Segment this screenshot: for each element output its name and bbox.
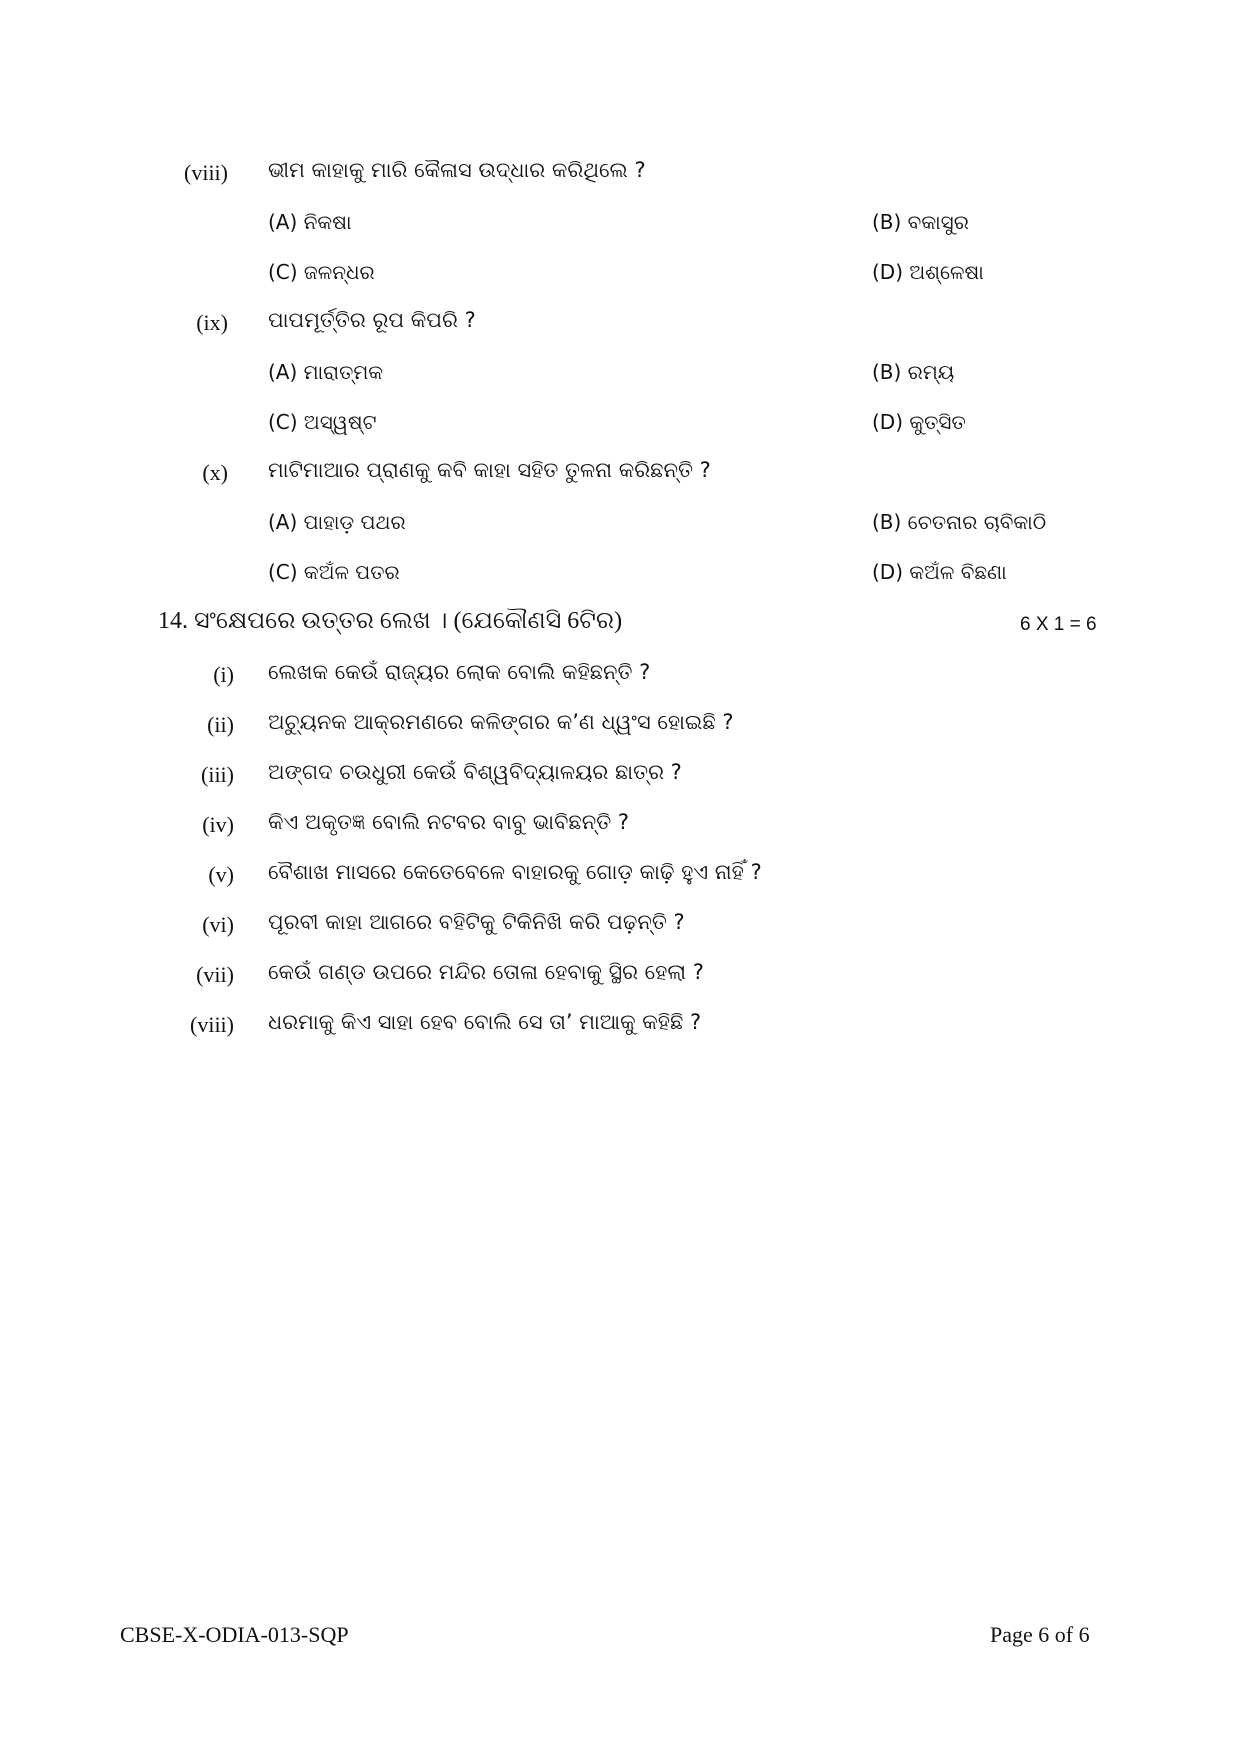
option-c: (C) କଅଁଳ ପତର — [268, 560, 400, 584]
question-number: (i) — [213, 662, 234, 687]
question-text: ଭୀମ କାହାକୁ ମାରି କୈଳାସ ଉଦ୍ଧାର କରିଥିଲେ ? — [268, 158, 646, 182]
option-a: (A) ନିକଷା — [268, 210, 352, 234]
question-text: ପାପମୂର୍ତ୍ତିର ରୂପ କିପରି ? — [268, 308, 476, 332]
option-a: (A) ମାରାତ୍ମକ — [268, 360, 384, 384]
option-c: (C) ଜଳନ୍ଧର — [268, 260, 375, 284]
option-d: (D) କୁତ୍ସିତ — [872, 410, 966, 434]
question-text: ମାଟିମାଆର ପ୍ରାଣକୁ କବି କାହା ସହିତ ତୁଳନା କରିଛନ୍ତି ? — [268, 458, 711, 482]
question-number: (ii) — [207, 712, 234, 737]
option-c: (C) ଅସ୍ୱଷ୍ଟ — [268, 410, 377, 434]
option-a: (A) ପାହାଡ଼ ପଥର — [268, 510, 406, 534]
question-text: କିଏ ଅକୃତଜ୍ଞ ବୋଲି ନଟବର ବାବୁ ଭାବିଛନ୍ତି ? — [268, 810, 629, 834]
question-number: (vi) — [202, 912, 234, 937]
option-d: (D) କଅଁଳ ବିଛଣା — [872, 560, 1007, 584]
option-b: (B) ରମ୍ୟ — [872, 360, 955, 384]
question-number: (x) — [202, 460, 228, 485]
section-heading: 14. ସଂକ୍ଷେପରେ ଉତ୍ତର ଲେଖ । (ଯେକୌଣସି 6ଟିର) — [158, 608, 623, 634]
question-number: (viii) — [190, 1012, 234, 1037]
footer-paper-code: CBSE-X-ODIA-013-SQP — [120, 1622, 349, 1647]
option-b: (B) ବକାସୁର — [872, 210, 969, 234]
question-number: (iii) — [201, 762, 234, 787]
question-number: (vii) — [196, 962, 234, 987]
question-text: ଅଚ୍ୟୁନକ ଆକ୍ରମଣରେ କଳିଙ୍ଗର କ’ଣ ଧ୍ୱଂସ ହୋଇଛି ? — [268, 710, 734, 734]
footer-page-number: Page 6 of 6 — [990, 1622, 1090, 1647]
option-b: (B) ଚେତନାର ଚାବିକାଠି — [872, 510, 1047, 534]
question-number: (v) — [208, 862, 234, 887]
question-text: ଧରମାକୁ କିଏ ସାହା ହେବ ବୋଲି ସେ ତା’ ମାଆକୁ କହିଛି ? — [268, 1010, 702, 1034]
question-text: କେଉଁ ଗଣ୍ଡ ଉପରେ ମନ୍ଦିର ତୋଳା ହେବାକୁ ସ୍ଥିର ହେଲା ? — [268, 960, 704, 984]
question-text: ପୂରବୀ କାହା ଆଗରେ ବହିଟିକୁ ଟିକିନିଖି କରି ପଢ଼ନ୍ତି ? — [268, 910, 685, 934]
question-text: ଅଙ୍ଗଦ ଚଉଧୁରୀ କେଉଁ ବିଶ୍ୱବିଦ୍ୟାଳୟର ଛାତ୍ର ? — [268, 760, 682, 784]
question-number: (viii) — [184, 160, 228, 185]
marks-allocation: 6 X 1 = 6 — [1020, 614, 1097, 635]
option-d: (D) ଅଶ୍ଳେଷା — [872, 260, 984, 284]
question-number: (ix) — [196, 310, 228, 335]
question-text: ବୈଶାଖ ମାସରେ କେତେବେଳେ ବାହାରକୁ ଗୋଡ଼ କାଢ଼ି ହୁଏ ନାହିଁ ? — [268, 860, 762, 884]
question-number: (iv) — [202, 812, 234, 837]
question-text: ଲେଖକ କେଉଁ ରାଜ୍ୟର ଲୋକ ବୋଲି କହିଛନ୍ତି ? — [268, 660, 651, 684]
